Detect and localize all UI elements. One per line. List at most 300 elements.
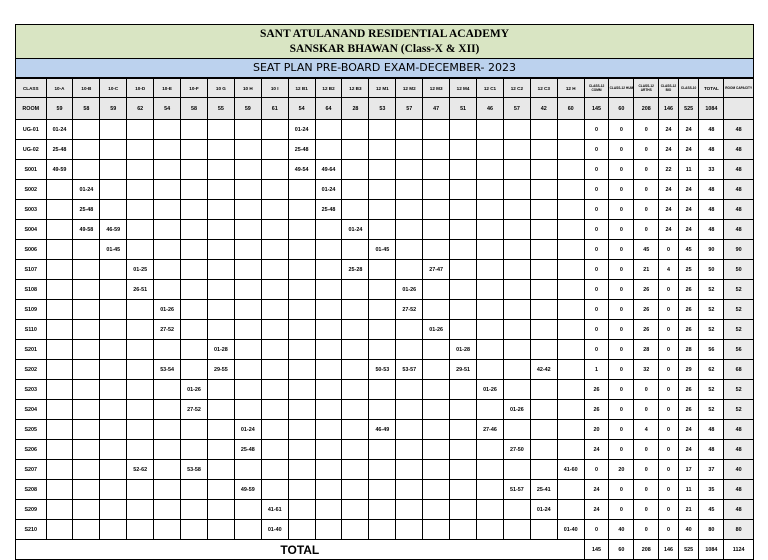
table-row bbox=[16, 260, 753, 280]
table-cell: 25-41 bbox=[530, 480, 557, 500]
table-cell bbox=[288, 260, 315, 280]
table-cell: 58 bbox=[73, 98, 100, 120]
column-header: 10 I bbox=[261, 79, 288, 98]
table-cell bbox=[477, 240, 504, 260]
table-cell bbox=[342, 440, 369, 460]
column-header: 12 H bbox=[557, 79, 584, 98]
table-cell bbox=[234, 240, 261, 260]
table-cell: 24 bbox=[659, 200, 679, 220]
table-cell bbox=[369, 140, 396, 160]
table-cell: 0 bbox=[609, 140, 634, 160]
table-cell: 0 bbox=[609, 420, 634, 440]
table-cell: 28 bbox=[678, 340, 699, 360]
column-header: 12 B2 bbox=[315, 79, 342, 98]
table-cell: 53-58 bbox=[181, 460, 208, 480]
table-cell bbox=[423, 280, 450, 300]
table-cell bbox=[530, 520, 557, 540]
table-cell bbox=[127, 440, 154, 460]
table-cell bbox=[423, 520, 450, 540]
table-cell bbox=[315, 400, 342, 420]
table-cell bbox=[557, 160, 584, 180]
table-row bbox=[16, 500, 753, 520]
table-cell bbox=[557, 400, 584, 420]
table-cell bbox=[288, 400, 315, 420]
table-cell bbox=[46, 240, 73, 260]
table-cell: 0 bbox=[634, 500, 659, 520]
table-cell bbox=[154, 520, 181, 540]
table-cell bbox=[73, 240, 100, 260]
table-cell bbox=[503, 460, 530, 480]
table-cell bbox=[46, 260, 73, 280]
table-cell bbox=[100, 360, 127, 380]
table-cell: 27-52 bbox=[154, 320, 181, 340]
total-cell: 1084 bbox=[699, 540, 724, 560]
table-cell: 01-26 bbox=[477, 380, 504, 400]
table-cell bbox=[154, 140, 181, 160]
table-cell bbox=[127, 480, 154, 500]
table-cell bbox=[557, 240, 584, 260]
table-cell bbox=[369, 500, 396, 520]
table-cell bbox=[261, 180, 288, 200]
table-cell bbox=[342, 180, 369, 200]
table-cell: 40 bbox=[678, 520, 699, 540]
table-cell: 145 bbox=[584, 98, 609, 120]
table-cell bbox=[342, 360, 369, 380]
table-cell: 48 bbox=[724, 420, 753, 440]
table-cell: 33 bbox=[699, 160, 724, 180]
table-cell: 0 bbox=[634, 180, 659, 200]
table-cell bbox=[73, 440, 100, 460]
table-cell: 0 bbox=[609, 440, 634, 460]
table-cell bbox=[46, 220, 73, 240]
table-cell bbox=[557, 320, 584, 340]
total-cell: 525 bbox=[678, 540, 699, 560]
table-cell bbox=[396, 460, 423, 480]
table-cell bbox=[503, 320, 530, 340]
table-cell bbox=[73, 140, 100, 160]
exam-title: SEAT PLAN PRE-BOARD EXAM-DECEMBER- 2023 bbox=[16, 59, 753, 78]
row-label: S207 bbox=[16, 460, 46, 480]
table-cell: 59 bbox=[100, 98, 127, 120]
table-cell: 20 bbox=[609, 460, 634, 480]
table-cell: 0 bbox=[609, 320, 634, 340]
table-cell bbox=[127, 360, 154, 380]
table-cell: 48 bbox=[724, 200, 753, 220]
table-cell bbox=[127, 420, 154, 440]
table-cell bbox=[207, 200, 234, 220]
row-label: S107 bbox=[16, 260, 46, 280]
table-cell: 27-52 bbox=[181, 400, 208, 420]
table-row bbox=[16, 360, 753, 380]
column-header: 10-B bbox=[73, 79, 100, 98]
table-cell bbox=[127, 140, 154, 160]
table-cell bbox=[154, 220, 181, 240]
table-cell bbox=[234, 140, 261, 160]
table-cell bbox=[450, 520, 477, 540]
table-cell bbox=[261, 160, 288, 180]
column-header: 10-F bbox=[181, 79, 208, 98]
table-cell bbox=[315, 260, 342, 280]
table-cell: 50 bbox=[699, 260, 724, 280]
table-cell bbox=[234, 260, 261, 280]
table-cell: 27-46 bbox=[477, 420, 504, 440]
column-header: 10 G bbox=[207, 79, 234, 98]
table-cell bbox=[73, 340, 100, 360]
table-cell bbox=[450, 420, 477, 440]
table-cell: 24 bbox=[678, 180, 699, 200]
table-cell: 0 bbox=[659, 320, 679, 340]
table-cell bbox=[73, 260, 100, 280]
table-cell bbox=[261, 220, 288, 240]
table-row bbox=[16, 340, 753, 360]
table-cell bbox=[181, 140, 208, 160]
table-cell: 48 bbox=[724, 220, 753, 240]
table-cell bbox=[207, 160, 234, 180]
table-cell: 61 bbox=[261, 98, 288, 120]
table-cell: 52 bbox=[724, 280, 753, 300]
table-cell: 525 bbox=[678, 98, 699, 120]
table-cell bbox=[261, 480, 288, 500]
table-cell bbox=[477, 360, 504, 380]
table-cell bbox=[423, 200, 450, 220]
table-cell: 0 bbox=[634, 220, 659, 240]
table-cell bbox=[288, 280, 315, 300]
table-cell: 0 bbox=[634, 160, 659, 180]
column-header: 12 M3 bbox=[423, 79, 450, 98]
table-cell bbox=[154, 240, 181, 260]
table-cell bbox=[127, 220, 154, 240]
table-cell: 0 bbox=[609, 380, 634, 400]
table-cell bbox=[503, 380, 530, 400]
table-cell bbox=[261, 320, 288, 340]
table-cell bbox=[46, 380, 73, 400]
table-cell: 0 bbox=[634, 440, 659, 460]
table-cell: 24 bbox=[659, 120, 679, 140]
column-header: 12 B1 bbox=[288, 79, 315, 98]
table-cell bbox=[100, 500, 127, 520]
table-cell bbox=[315, 220, 342, 240]
table-cell bbox=[423, 500, 450, 520]
table-cell bbox=[207, 420, 234, 440]
table-cell: 24 bbox=[678, 140, 699, 160]
table-cell bbox=[557, 140, 584, 160]
table-cell: 29 bbox=[678, 360, 699, 380]
table-row bbox=[16, 300, 753, 320]
table-cell bbox=[450, 200, 477, 220]
table-cell bbox=[396, 520, 423, 540]
table-cell bbox=[288, 420, 315, 440]
seat-plan-sheet bbox=[15, 24, 754, 560]
table-cell: 0 bbox=[609, 180, 634, 200]
table-cell bbox=[342, 460, 369, 480]
table-cell: 42-42 bbox=[530, 360, 557, 380]
total-label: TOTAL bbox=[16, 540, 584, 560]
row-label: UG-02 bbox=[16, 140, 46, 160]
table-cell: 01-40 bbox=[261, 520, 288, 540]
table-cell bbox=[127, 300, 154, 320]
table-cell bbox=[503, 520, 530, 540]
table-cell bbox=[477, 320, 504, 340]
table-cell bbox=[503, 280, 530, 300]
table-cell bbox=[342, 520, 369, 540]
table-cell: 27-50 bbox=[503, 440, 530, 460]
table-cell bbox=[530, 180, 557, 200]
table-row bbox=[16, 120, 753, 140]
table-cell bbox=[234, 300, 261, 320]
table-cell bbox=[100, 140, 127, 160]
table-cell bbox=[73, 520, 100, 540]
table-cell bbox=[100, 480, 127, 500]
table-cell bbox=[288, 500, 315, 520]
table-cell bbox=[369, 180, 396, 200]
column-header: 10 H bbox=[234, 79, 261, 98]
table-cell bbox=[315, 420, 342, 440]
table-cell bbox=[450, 220, 477, 240]
table-cell: 01-26 bbox=[181, 380, 208, 400]
table-cell bbox=[181, 160, 208, 180]
table-cell bbox=[342, 120, 369, 140]
table-cell: 29-55 bbox=[207, 360, 234, 380]
table-cell bbox=[127, 400, 154, 420]
table-cell bbox=[46, 360, 73, 380]
table-cell bbox=[315, 140, 342, 160]
table-cell: 0 bbox=[659, 300, 679, 320]
table-cell bbox=[342, 420, 369, 440]
table-cell: 52 bbox=[724, 300, 753, 320]
table-cell bbox=[503, 220, 530, 240]
table-cell bbox=[369, 120, 396, 140]
table-cell: 54 bbox=[288, 98, 315, 120]
table-cell: 26 bbox=[584, 400, 609, 420]
table-cell: 0 bbox=[659, 240, 679, 260]
table-cell bbox=[288, 180, 315, 200]
table-cell bbox=[557, 500, 584, 520]
table-cell: 60 bbox=[557, 98, 584, 120]
table-cell bbox=[396, 380, 423, 400]
row-label: S004 bbox=[16, 220, 46, 240]
table-cell: 24 bbox=[584, 440, 609, 460]
table-cell bbox=[181, 260, 208, 280]
table-row bbox=[16, 160, 753, 180]
table-cell bbox=[477, 480, 504, 500]
table-cell: 28 bbox=[634, 340, 659, 360]
table-cell bbox=[46, 460, 73, 480]
table-cell bbox=[261, 280, 288, 300]
table-cell: 40 bbox=[724, 460, 753, 480]
column-header: 12 C3 bbox=[530, 79, 557, 98]
column-header: 12 M4 bbox=[450, 79, 477, 98]
table-cell bbox=[100, 400, 127, 420]
table-cell bbox=[557, 280, 584, 300]
table-cell bbox=[477, 280, 504, 300]
table-cell bbox=[477, 260, 504, 280]
table-cell: 26 bbox=[634, 280, 659, 300]
table-cell: 01-28 bbox=[450, 340, 477, 360]
table-cell bbox=[181, 480, 208, 500]
table-cell bbox=[342, 500, 369, 520]
table-cell: 48 bbox=[724, 440, 753, 460]
column-header: CLASS-10 bbox=[678, 79, 699, 98]
table-cell bbox=[315, 360, 342, 380]
table-cell bbox=[181, 220, 208, 240]
table-cell: 52 bbox=[699, 400, 724, 420]
table-cell bbox=[315, 320, 342, 340]
table-cell: 0 bbox=[659, 480, 679, 500]
table-cell: 90 bbox=[724, 240, 753, 260]
table-row bbox=[16, 420, 753, 440]
table-cell bbox=[100, 280, 127, 300]
table-cell bbox=[342, 320, 369, 340]
table-cell bbox=[181, 200, 208, 220]
table-cell: 52 bbox=[724, 380, 753, 400]
table-cell bbox=[396, 400, 423, 420]
table-cell: 26 bbox=[678, 400, 699, 420]
table-cell bbox=[288, 380, 315, 400]
table-cell bbox=[396, 500, 423, 520]
table-cell bbox=[503, 180, 530, 200]
table-cell bbox=[288, 360, 315, 380]
table-cell: 25 bbox=[678, 260, 699, 280]
table-cell bbox=[207, 460, 234, 480]
table-cell: 24 bbox=[678, 200, 699, 220]
table-cell bbox=[369, 320, 396, 340]
table-cell bbox=[530, 220, 557, 240]
table-cell: 0 bbox=[609, 360, 634, 380]
total-row bbox=[16, 540, 753, 560]
table-cell: 90 bbox=[699, 240, 724, 260]
table-cell: 54 bbox=[154, 98, 181, 120]
table-cell: 01-26 bbox=[154, 300, 181, 320]
table-cell bbox=[261, 400, 288, 420]
table-cell: 48 bbox=[699, 220, 724, 240]
table-cell bbox=[261, 120, 288, 140]
table-cell bbox=[288, 480, 315, 500]
table-cell bbox=[369, 300, 396, 320]
table-cell bbox=[207, 400, 234, 420]
table-cell bbox=[530, 200, 557, 220]
table-cell: 0 bbox=[659, 340, 679, 360]
table-cell: 0 bbox=[584, 300, 609, 320]
table-cell bbox=[46, 400, 73, 420]
table-cell bbox=[557, 260, 584, 280]
table-cell bbox=[181, 240, 208, 260]
table-cell: 62 bbox=[127, 98, 154, 120]
row-label: S001 bbox=[16, 160, 46, 180]
table-cell: 45 bbox=[678, 240, 699, 260]
table-cell bbox=[46, 480, 73, 500]
table-cell bbox=[154, 260, 181, 280]
table-cell: 25-48 bbox=[315, 200, 342, 220]
table-cell: 48 bbox=[699, 440, 724, 460]
table-cell bbox=[450, 180, 477, 200]
table-cell bbox=[423, 120, 450, 140]
table-cell bbox=[207, 140, 234, 160]
table-cell bbox=[154, 440, 181, 460]
table-cell bbox=[261, 460, 288, 480]
table-cell: 0 bbox=[609, 300, 634, 320]
table-cell bbox=[369, 480, 396, 500]
table-row bbox=[16, 220, 753, 240]
table-cell: 0 bbox=[659, 360, 679, 380]
table-cell bbox=[396, 480, 423, 500]
table-cell: 01-24 bbox=[234, 420, 261, 440]
table-cell bbox=[369, 200, 396, 220]
table-cell bbox=[530, 460, 557, 480]
table-cell: 24 bbox=[678, 420, 699, 440]
table-cell bbox=[234, 200, 261, 220]
table-cell bbox=[127, 120, 154, 140]
column-header: ROOM CAPACITY bbox=[724, 79, 753, 98]
table-cell: 52 bbox=[699, 320, 724, 340]
table-cell bbox=[234, 400, 261, 420]
row-label: UG-01 bbox=[16, 120, 46, 140]
table-cell bbox=[207, 180, 234, 200]
table-row bbox=[16, 380, 753, 400]
table-cell: 49-58 bbox=[73, 220, 100, 240]
table-cell bbox=[530, 160, 557, 180]
table-cell: 46 bbox=[477, 98, 504, 120]
table-cell: 53-54 bbox=[154, 360, 181, 380]
table-cell bbox=[181, 180, 208, 200]
table-cell bbox=[234, 360, 261, 380]
table-cell: 49-59 bbox=[234, 480, 261, 500]
table-cell: 52 bbox=[699, 280, 724, 300]
table-cell bbox=[73, 480, 100, 500]
table-cell bbox=[46, 320, 73, 340]
table-cell bbox=[154, 160, 181, 180]
column-header: CLASS-12 HUM bbox=[609, 79, 634, 98]
row-label: S209 bbox=[16, 500, 46, 520]
table-cell: 21 bbox=[678, 500, 699, 520]
table-cell: 26-51 bbox=[127, 280, 154, 300]
table-cell: 01-26 bbox=[423, 320, 450, 340]
table-cell: 27-52 bbox=[396, 300, 423, 320]
table-cell: 50-53 bbox=[369, 360, 396, 380]
table-cell bbox=[288, 240, 315, 260]
table-cell bbox=[450, 500, 477, 520]
title-block bbox=[16, 25, 753, 59]
table-cell bbox=[234, 160, 261, 180]
table-cell bbox=[342, 240, 369, 260]
row-label: S003 bbox=[16, 200, 46, 220]
table-cell bbox=[530, 140, 557, 160]
table-cell: 25-48 bbox=[234, 440, 261, 460]
table-cell bbox=[369, 440, 396, 460]
table-cell bbox=[261, 260, 288, 280]
table-cell: 0 bbox=[584, 160, 609, 180]
table-cell bbox=[369, 380, 396, 400]
table-cell: 48 bbox=[724, 500, 753, 520]
table-cell: 49-54 bbox=[288, 160, 315, 180]
column-header: TOTAL bbox=[699, 79, 724, 98]
table-cell bbox=[154, 400, 181, 420]
table-cell bbox=[342, 340, 369, 360]
table-cell: 26 bbox=[634, 320, 659, 340]
table-cell: 0 bbox=[609, 280, 634, 300]
table-cell: 24 bbox=[678, 220, 699, 240]
table-cell: 01-24 bbox=[530, 500, 557, 520]
table-cell bbox=[396, 440, 423, 460]
table-cell bbox=[530, 380, 557, 400]
table-cell bbox=[423, 300, 450, 320]
table-cell bbox=[450, 380, 477, 400]
table-cell bbox=[342, 480, 369, 500]
table-cell: 0 bbox=[609, 400, 634, 420]
table-cell: 24 bbox=[659, 140, 679, 160]
table-cell bbox=[477, 160, 504, 180]
table-cell bbox=[450, 240, 477, 260]
column-header: CLASS-12 COMM bbox=[584, 79, 609, 98]
